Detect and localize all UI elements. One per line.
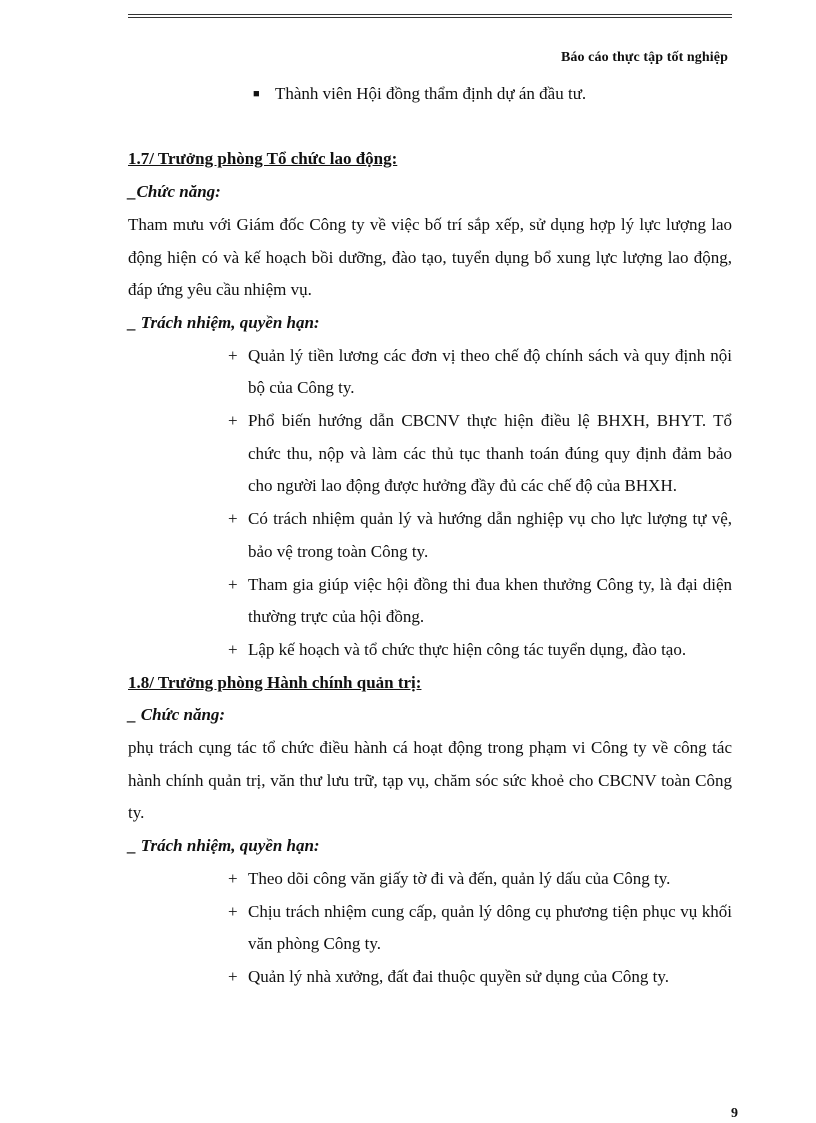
- header-rule-bottom: [128, 17, 732, 18]
- duty-text: Có trách nhiệm quản lý và hướng dẫn nghiệp vụ cho lực lượng tự vệ, bảo vệ trong toàn Công ty.: [248, 509, 732, 561]
- duty-text: Tham gia giúp việc hội đồng thi đua khen thưởng Công ty, là đại diện thường trực của hội đồng.: [248, 574, 732, 627]
- list-item: [128, 503, 732, 568]
- duty-list: [128, 340, 732, 667]
- plus-bullet-icon: +: [228, 639, 238, 659]
- plus-bullet-icon: +: [228, 868, 238, 888]
- duty-list: [128, 863, 732, 994]
- function-text: Tham mưu với Giám đốc Công ty về việc bố trí sắp xếp, sử dụng hợp lý lực lượng lao động hiện có và kế hoạch bồi dưỡng, đào tạo, tuyển dụng bổ xung lực lượng lao động, đáp ứng yêu cầu nhiệm vụ.: [128, 214, 732, 300]
- header-title: Báo cáo thực tập tốt nghiệp: [560, 50, 728, 65]
- duty-text: Phổ biến hướng dẫn CBCNV thực hiện điều lệ BHXH, BHYT. Tổ chức thu, nộp và làm các thủ tục thanh toán đúng quy định đảm bảo cho người lao động được hưởng đầy đủ các chế độ của BHXH.: [248, 411, 732, 496]
- page-content: [128, 78, 732, 994]
- function-text: phụ trách cụng tác tổ chức điều hành cá hoạt động trong phạm vi Công ty về công tác hành chính quản trị, văn thư lưu trữ, tạp vụ, chăm sóc sức khoẻ cho CBCNV toàn Công ty.: [128, 738, 732, 823]
- list-item: [128, 896, 732, 961]
- duty-text: Chịu trách nhiệm cung cấp, quản lý dông cụ phương tiện phục vụ khối văn phòng Công ty.: [248, 901, 732, 954]
- function-label: _Chức năng:: [128, 182, 221, 202]
- plus-bullet-icon: +: [228, 411, 238, 431]
- duty-text: Quản lý nhà xưởng, đất đai thuộc quyền sử dụng của Công ty.: [248, 966, 670, 986]
- plus-bullet-icon: +: [228, 901, 238, 921]
- duty-text: Lập kế hoạch và tổ chức thực hiện công tác tuyển dụng, đào tạo.: [248, 639, 687, 659]
- list-item: [128, 634, 732, 667]
- duty-label: _ Trách nhiệm, quyền hạn:: [128, 312, 320, 332]
- header-rule-top: [128, 14, 732, 15]
- list-item: [128, 340, 732, 405]
- list-item: [128, 961, 732, 994]
- list-item: [128, 863, 732, 896]
- square-bullet-icon: ■: [253, 88, 260, 100]
- plus-bullet-icon: +: [228, 574, 238, 594]
- intro-item-text: Thành viên Hội đồng thẩm định dự án đầu tư.: [275, 84, 587, 103]
- duty-text: Theo dõi công văn giấy tờ đi và đến, quản lý dấu của Công ty.: [248, 868, 671, 888]
- plus-bullet-icon: +: [228, 509, 238, 529]
- section-heading: 1.7/ Trưởng phòng Tổ chức lao động:: [128, 149, 398, 169]
- list-item: [128, 405, 732, 503]
- page-number: 9: [731, 1106, 738, 1121]
- section-heading: 1.8/ Trưởng phòng Hành chính quản trị:: [128, 672, 422, 692]
- plus-bullet-icon: +: [228, 966, 238, 986]
- spacer: [128, 111, 732, 144]
- list-item: [128, 569, 732, 634]
- duty-label: _ Trách nhiệm, quyền hạn:: [128, 836, 320, 856]
- plus-bullet-icon: +: [228, 345, 238, 365]
- intro-list-item: [128, 78, 732, 111]
- function-label: _ Chức năng:: [128, 705, 226, 725]
- duty-text: Quản lý tiền lương các đơn vị theo chế độ chính sách và quy định nội bộ của Công ty.: [248, 345, 732, 398]
